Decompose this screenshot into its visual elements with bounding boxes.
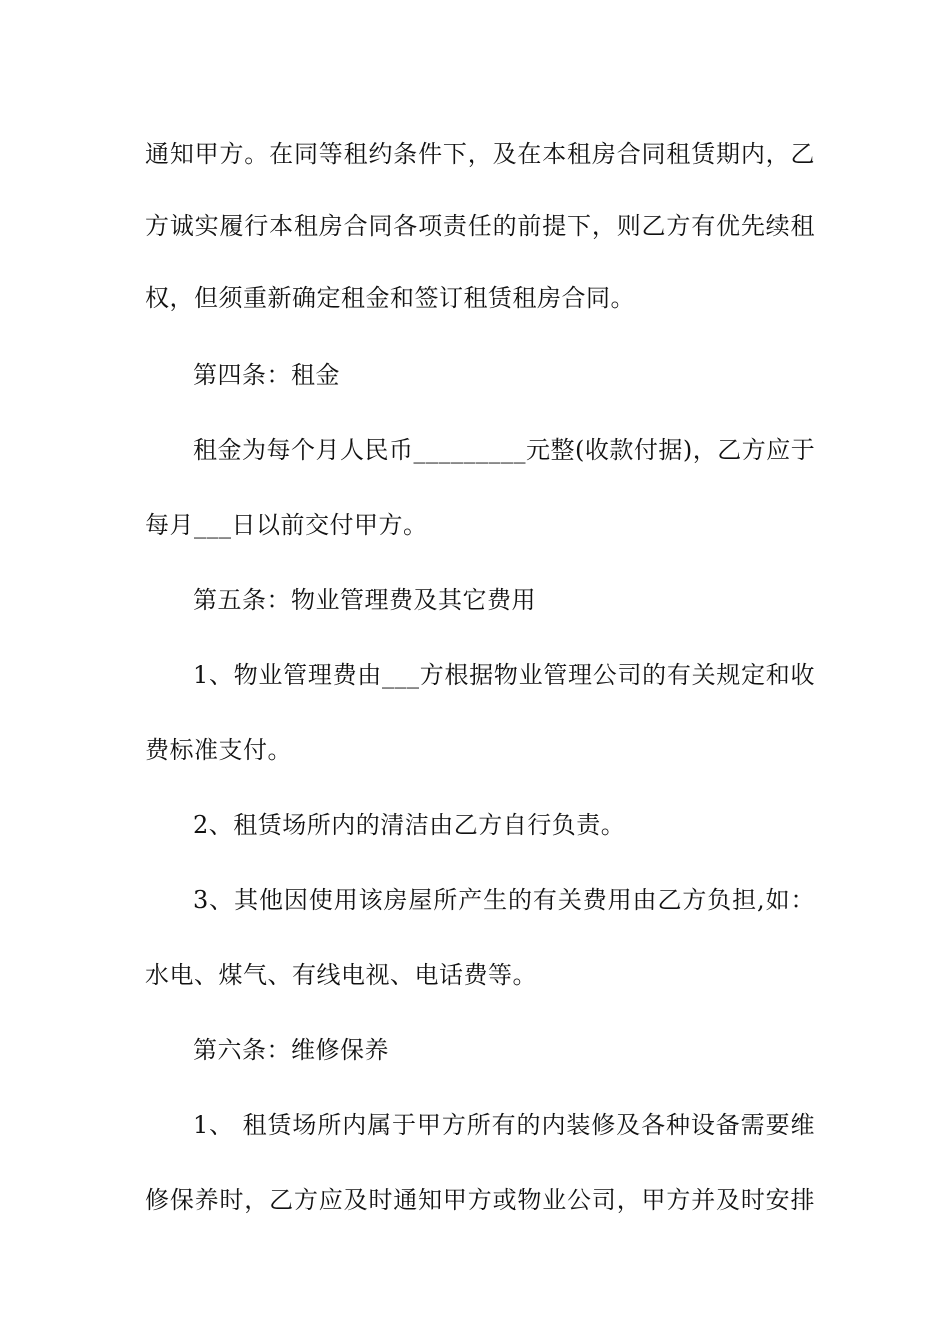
list-item-line: 水电、煤气、有线电视、电话费等。 (145, 961, 537, 989)
paragraph-line: 租金为每个月人民币_________元整(收款付据)，乙方应于 (193, 436, 816, 464)
paragraph-line: 方诚实履行本租房合同各项责任的前提下，则乙方有优先续租 (145, 212, 815, 240)
list-item-line: 1、物业管理费由___方根据物业管理公司的有关规定和收 (193, 661, 815, 689)
list-item-line: 2、租赁场所内的清洁由乙方自行负责。 (193, 811, 626, 839)
list-item-line: 1、 租赁场所内属于甲方所有的内装修及各种设备需要维 (193, 1111, 815, 1139)
list-item-line: 修保养时，乙方应及时通知甲方或物业公司，甲方并及时安排 (145, 1186, 815, 1214)
article-heading-4: 第四条：租金 (193, 361, 340, 389)
paragraph-line: 每月___日以前交付甲方。 (145, 511, 428, 539)
list-item-line: 费标准支付。 (145, 736, 292, 764)
paragraph-line: 权，但须重新确定租金和签订租赁租房合同。 (145, 284, 635, 312)
paragraph-line: 通知甲方。在同等租约条件下，及在本租房合同租赁期内，乙 (145, 140, 815, 168)
article-heading-6: 第六条：维修保养 (193, 1036, 389, 1064)
article-heading-5: 第五条：物业管理费及其它费用 (193, 586, 536, 614)
list-item-line: 3、其他因使用该房屋所产生的有关费用由乙方负担,如： (193, 886, 815, 914)
